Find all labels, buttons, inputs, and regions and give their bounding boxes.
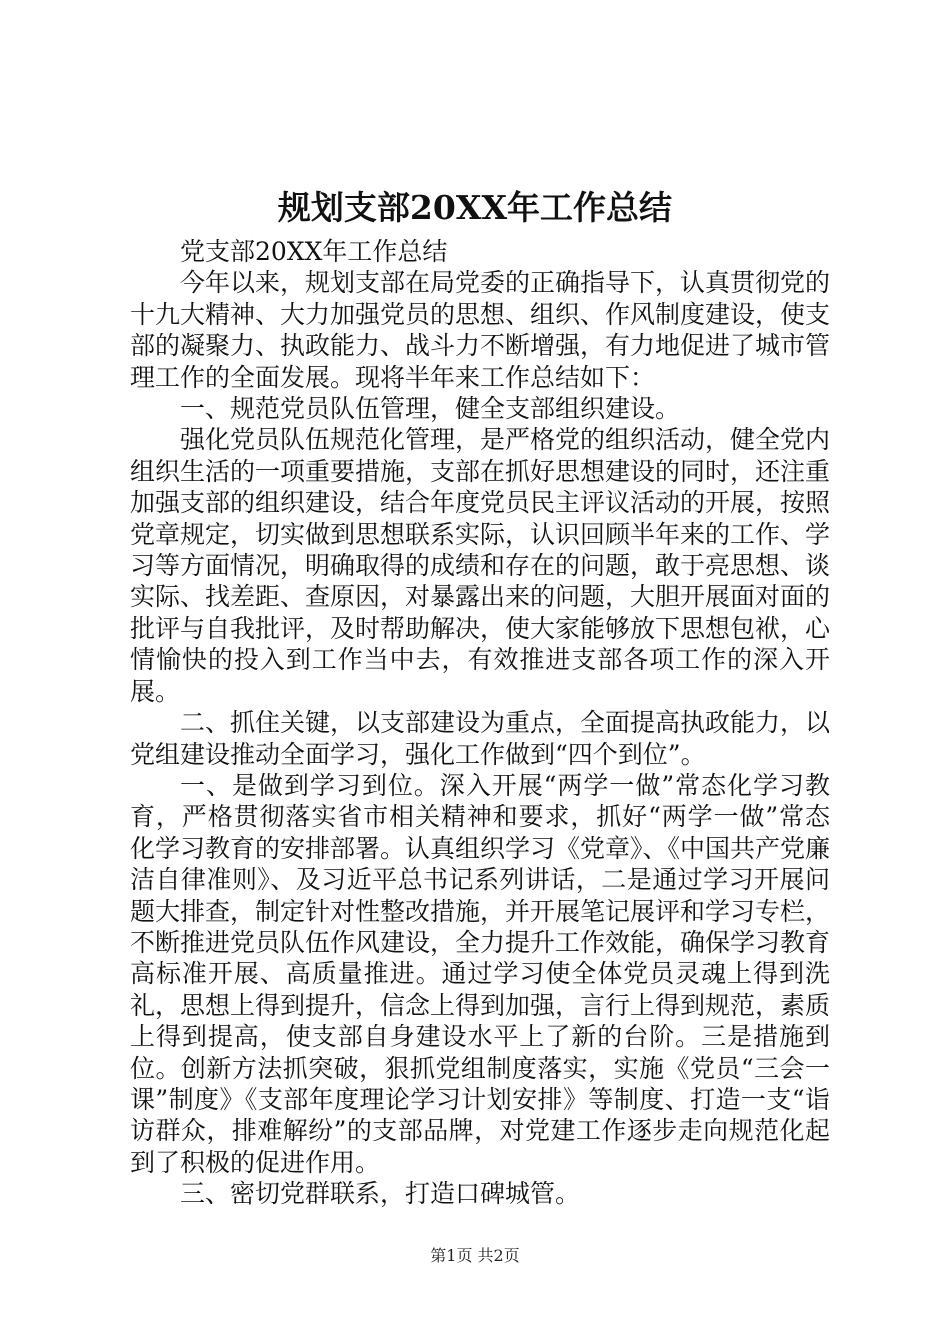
paragraph-subtitle: 党支部20XX年工作总结 <box>180 237 448 266</box>
page-footer: 第1页 共2页 <box>430 1246 520 1265</box>
document-body <box>130 236 830 1210</box>
paragraph-section-2: 一、是做到学习到位。深入开展“两学一做”常态化学习教育，严格贯彻落实省市相关精神和要求，抓好“两学一做”常态化学习教育的安排部署。认真组织学习《党章》、《中国共产党廉洁自律准则》、及习近平总书记系列讲话，二是通过学习开展问题大排查，制定针对性整改措施，并开展笔记展评和学习专栏，不断推进党员队伍作风建设，全力提升工作效能，确保学习教育高标准开展、高质量推进。通过学习使全体党员灵魂上得到洗礼，思想上得到提升，信念上得到加强，言行上得到规范，素质上得到提高，使支部自身建设水平上了新的台阶。三是措施到位。创新方法抓突破，狠抓党组制度落实，实施《党员“三会一课”制度》《支部年度理论学习计划安排》等制度、打造一支“诣访群众，排难解纷”的支部品牌，对党建工作逐步走向规范化起到了积极的促进作用。 <box>130 770 831 1177</box>
paragraph-intro: 今年以来，规划支部在局党委的正确指导下，认真贯彻党的十九大精神、大力加强党员的思想、组织、作风制度建设，使支部的凝聚力、执政能力、战斗力不断增强，有力地促进了城市管理工作的全面发展。现将半年来工作总结如下： <box>130 268 831 392</box>
section-heading-2: 二、抓住关键，以支部建设为重点，全面提高执政能力，以党组建设推动全面学习，强化工作做到“四个到位”。 <box>130 708 831 769</box>
section-heading-1: 一、规范党员队伍管理，健全支部组织建设。 <box>180 394 681 424</box>
paragraph-section-1: 强化党员队伍规范化管理，是严格党的组织活动，健全党内组织生活的一项重要措施，支部在抓好思想建设的同时，还注重加强支部的组织建设，结合年度党员民主评议活动的开展，按照党章规定，切实做到思想联系实际，认识回顾半年来的工作、学习等方面情况，明确取得的成绩和存在的问题，敢于亮思想、谈实际、找差距、查原因，对暴露出来的问题，大胆开展面对面的批评与自我批评，及时帮助解决，使大家能够放下思想包袱，心情愉快的投入到工作当中去，有效推进支部各项工作的深入开展。 <box>130 425 831 706</box>
section-heading-3: 三、密切党群联系，打造口碑城管。 <box>180 1179 581 1209</box>
document-title: 规划支部20XX年工作总结 <box>277 188 673 227</box>
